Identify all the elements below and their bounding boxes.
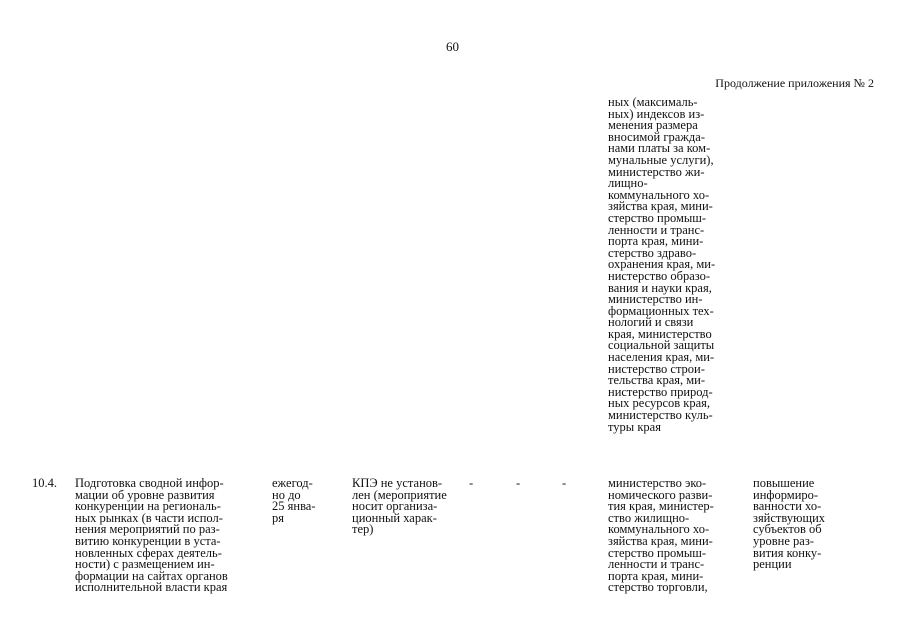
value-cell-1: - (469, 476, 474, 490)
row-number: 10.4. (32, 476, 57, 490)
event-description: Подготовка сводной инфор- мации об уровне развития конкуренции на региональ- ных рынках (в части испол- нения мероприятий по раз- витию конкуренции в уста- новленных сферах деятель- ности) с размещением ин- формации на сайтах органов исполнительной власти края (75, 476, 228, 595)
deadline-cell: ежегод- но до 25 янва- ря (272, 476, 316, 525)
value-cell-2: - (516, 476, 521, 490)
kpe-cell: КПЭ не установ- лен (мероприятие носит организа- ционный харак- тер) (352, 476, 447, 537)
page-number: 60 (446, 39, 459, 54)
appendix-continuation-note: Продолжение приложения № 2 (715, 76, 874, 90)
continued-responsible-cell: ных (максималь- ных) индексов из- менения размера вносимой гражда- нами платы за ком- мунальные услуги), министерство жи- лищно- коммунального хо- зяйства края, мини- стерство промыш- ленности и транс- порта края, мини- стерство здраво- охранения края, ми- нистерство образо- вания и науки края, министерство ин- формационных тех- нологий и связи края, министерство социальной защиты населения края, ми- нистерство строи- тельства края, ми- нистерство природ- ных ресурсов края, министерство куль- туры края (608, 95, 716, 434)
responsible-cell: министерство эко- номического разви- тия края, министер- ство жилищно- коммунального хо- зяйства края, мини- стерство промыш- ленности и транс- порта края, мини- стерство торговли, (608, 476, 714, 595)
expected-result-cell: повышение информиро- ванности хо- зяйствующих субъектов об уровне раз- вития конку- ренции (753, 476, 826, 572)
value-cell-3: - (562, 476, 567, 490)
